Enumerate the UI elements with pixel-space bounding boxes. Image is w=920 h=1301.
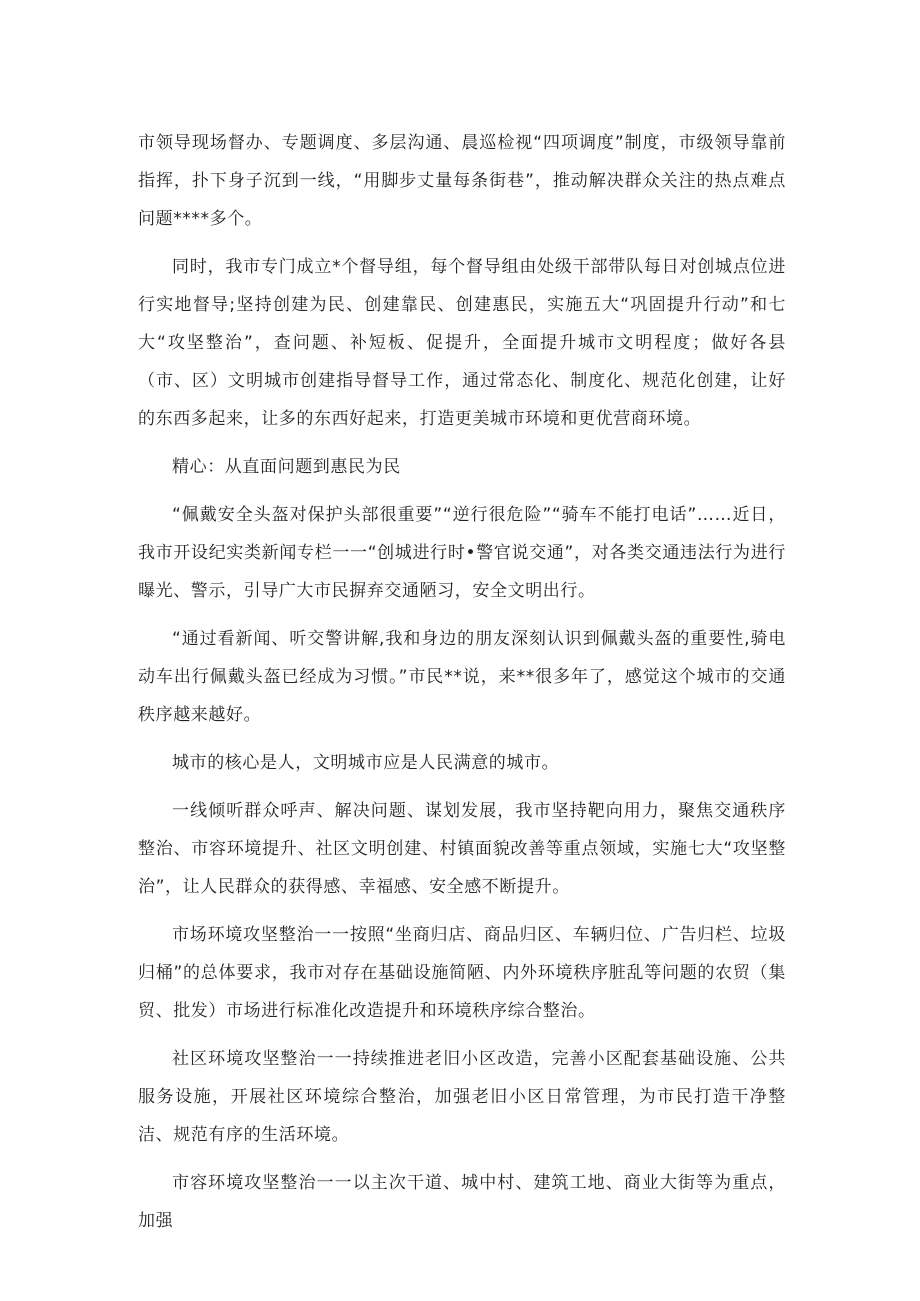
section-heading: 精心：从直面问题到惠民为民 [172,457,401,477]
paragraph-city-core: 城市的核心是人，文明城市应是人民满意的城市。 [172,753,560,773]
paragraph-cityscape-rectification: 市容环境攻坚整治一一以主次干道、城中村、建筑工地、商业大街等为重点，加强 [138,1173,786,1231]
paragraph-citizen-quote: “通过看新闻、听交警讲解,我和身边的朋友深刻认识到佩戴头盔的重要性,骑电动车出行佩戴头盔已经成为习惯。”市民**说，来**很多年了，感觉这个城市的交通秩序越来越好。 [138,629,786,725]
paragraph-community-rectification: 社区环境攻坚整治一一持续推进老旧小区改造，完善小区配套基础设施、公共服务设施，开展社区环境综合整治，加强老旧小区日常管理，为市民打造干净整洁、规范有序的生活环境。 [138,1049,786,1145]
document-body [138,124,786,1240]
paragraph-market-rectification: 市场环境攻坚整治一一按照“坐商归店、商品归区、车辆归位、广告归栏、垃圾归桶”的总体要求，我市对存在基础设施简陋、内外环境秩序脏乱等问题的农贸（集贸、批发）市场进行标准化改造提升和环境秩序综合整治。 [138,925,786,1021]
paragraph-supervision-groups: 同时，我市专门成立*个督导组，每个督导组由处级干部带队每日对创城点位进行实地督导;坚持创建为民、创建靠民、创建惠民，实施五大“巩固提升行动”和七大“攻坚整治”，查问题、补短板、促提升，全面提升城市文明程度；做好各县（市、区）文明城市创建指导督导工作，通过常态化、制度化、规范化创建，让好的东西多起来，让多的东西好起来，打造更美城市环境和更优营商环境。 [138,257,786,429]
paragraph-targeted-efforts: 一线倾听群众呼声、解决问题、谋划发展，我市坚持靶向用力，聚焦交通秩序整治、市容环境提升、社区文明创建、村镇面貌改善等重点领域，实施七大“攻坚整治”，让人民群众的获得感、幸福感、安全感不断提升。 [138,801,786,897]
paragraph-traffic-column: “佩戴安全头盔对保护头部很重要”“逆行很危险”“骑车不能打电话”……近日，我市开设纪实类新闻专栏一一“创城进行时•警官说交通”，对各类交通违法行为进行曝光、警示，引导广大市民摒弃交通陋习，安全文明出行。 [138,505,786,601]
paragraph-leadership-dispatch: 市领导现场督办、专题调度、多层沟通、晨巡检视“四项调度”制度，市级领导靠前指挥，扑下身子沉到一线，“用脚步丈量每条街巷”，推动解决群众关注的热点难点问题****多个。 [138,133,786,229]
